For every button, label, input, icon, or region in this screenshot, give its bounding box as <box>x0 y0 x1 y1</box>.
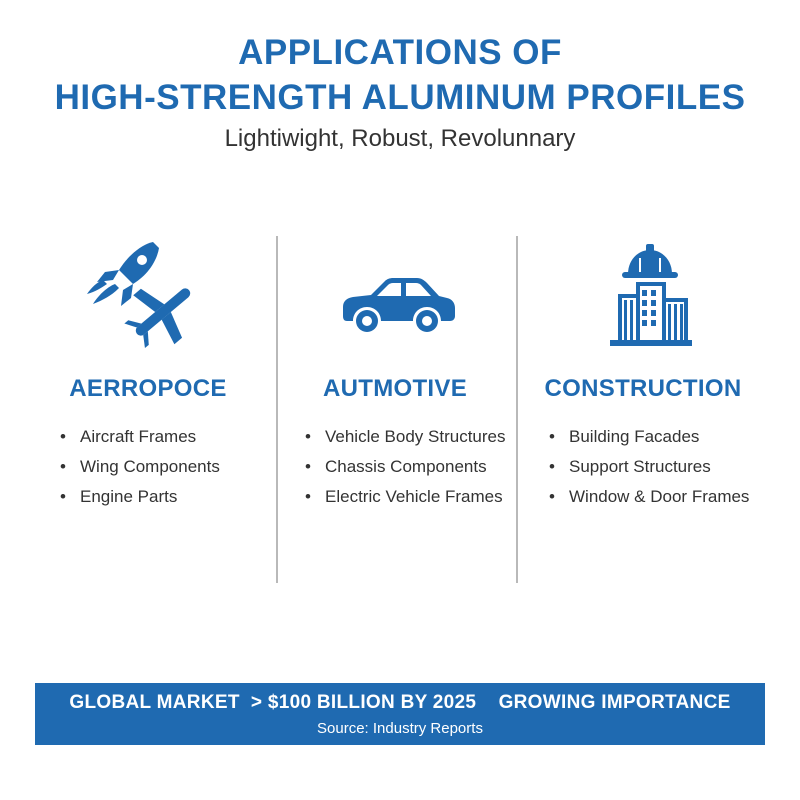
bullet: • <box>549 487 555 506</box>
list-item: • Wing Components <box>60 452 220 482</box>
list-item: • Vehicle Body Structures <box>305 422 505 452</box>
bullet: • <box>305 487 311 506</box>
list-item: • Window & Door Frames <box>549 482 749 512</box>
bullet: • <box>305 457 311 476</box>
list-item: • Support Structures <box>549 452 749 482</box>
bullet: • <box>549 457 555 476</box>
list-item: • Electric Vehicle Frames <box>305 482 505 512</box>
bullet: • <box>305 427 311 446</box>
buildings-hardhat-icon <box>600 238 700 353</box>
bullet: • <box>60 457 66 476</box>
list-item: • Aircraft Frames <box>60 422 220 452</box>
item-list-aerospace <box>60 422 220 512</box>
item-list-construction <box>549 422 749 512</box>
car-icon <box>337 275 457 340</box>
section-title-aerospace: AERROPOCE <box>69 375 227 402</box>
page-subtitle: Lightiwight, Robust, Revolunnary <box>224 125 576 152</box>
column-divider-1 <box>276 236 278 583</box>
list-item: • Building Facades <box>549 422 749 452</box>
list-item: • Engine Parts <box>60 482 220 512</box>
bullet: • <box>549 427 555 446</box>
list-item: • Chassis Components <box>305 452 505 482</box>
rocket-and-airplane-icon <box>85 238 205 358</box>
section-title-construction: CONSTRUCTION <box>544 375 742 402</box>
bullet: • <box>60 487 66 506</box>
column-divider-2 <box>516 236 518 583</box>
bullet: • <box>60 427 66 446</box>
market-statement: GLOBAL MARKET > $100 BILLION BY 2025 GROWING IMPORTANCE <box>69 692 731 713</box>
page-title-line2: HIGH-STRENGTH ALUMINUM PROFILES <box>54 78 746 117</box>
page-title-line1: APPLICATIONS OF <box>238 33 562 72</box>
source-note: Source: Industry Reports <box>317 720 483 737</box>
section-title-automotive: AUTMOTIVE <box>322 375 468 402</box>
market-banner <box>35 683 765 745</box>
item-list-automotive <box>305 422 505 512</box>
